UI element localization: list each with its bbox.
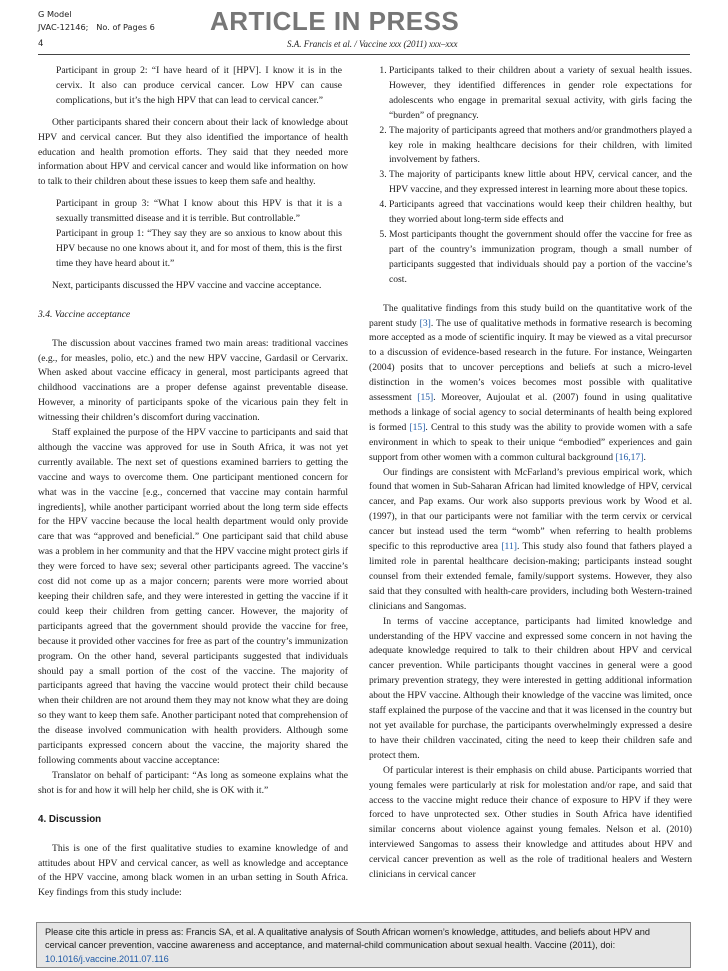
paragraph: Next, participants discussed the HPV vaccine and vaccine acceptance.: [52, 279, 322, 291]
key-findings-list: [369, 64, 692, 288]
quote-group3: Participant in group 3: “What I know about this HPV is that it is a sexually transmitted disease and it is terrible. But controllable.”: [56, 198, 342, 225]
citation-link[interactable]: [3]: [419, 317, 431, 329]
list-item: 2. The majority of participants agreed that mothers and/or grandmothers played a key role in making healthcare decisions for their children, with limited involvement by fathers.: [389, 124, 692, 169]
paragraph: [369, 302, 692, 466]
ref-id: JVAC-12146;: [38, 22, 89, 32]
paragraph: In terms of vaccine acceptance, participants had limited knowledge and understanding of the HPV vaccine and expressed some concern in not having the adequate knowledge required to talk to their children about HPV and cervical cancer prevention. While participants thought vaccines in general were a good primary prevention strategy, they were interested in getting additional information about the HPV vaccine. Although their knowledge of the vaccine was limited, once staff explained the purpose of the vaccine and that it was licensed in the country but not yet available for purchase, the participants overwhelmingly expressed a desire to have their children vaccinated, citing the need to keep their children safe and protect them.: [369, 615, 692, 761]
citation-link[interactable]: [15]: [417, 392, 434, 404]
citation-link[interactable]: [15]: [409, 421, 426, 433]
page-number: 4: [38, 39, 44, 49]
paragraph: The discussion about vaccines framed two main areas: traditional vaccines (e.g., for measles, polio, etc.) and the new HPV vaccine, Gardasil or Cervarix. When asked about vaccine efficacy in general, most participants agreed that childhood vaccinations are a proper defense against preventable disease. However, a minority of participants spoke of the vicarious pain they felt in witnessing their children’s discomfort during vaccination.: [38, 337, 348, 424]
citation-link[interactable]: [16,17]: [615, 451, 644, 463]
page-count: No. of Pages 6: [96, 22, 155, 32]
quote-group2: Participant in group 2: “I have heard of it [HPV]. I know it is in the cervix. It also can produce cervical cancer. Low HPV can cause complications, but it’s the high HPV that can lead to cervical cancer.”: [56, 65, 342, 106]
doi-prefix: doi:: [600, 940, 616, 951]
section-heading-3-4: 3.4. Vaccine acceptance: [38, 308, 131, 320]
section-heading-4: 4. Discussion: [38, 813, 102, 825]
page-header: [0, 0, 728, 52]
header-rule: [38, 54, 690, 55]
paragraph: [369, 466, 692, 615]
right-column: [369, 64, 692, 883]
text-run: . The use of qualitative methods in formative research is becoming more accepted as a mode of scientific inquiry. It may be viewed as a vital precursor to a discussion of evidence-based research in the future. For instance, Weingarten (2004) posits that to uncover perceptions and beliefs at such a micro-level distinction in the women’s voices becomes most possible with qualitative assessment: [369, 317, 692, 404]
header-meta: [38, 8, 155, 34]
quote-group1: Participant in group 1: “They say they are so anxious to know about this HPV because no one knows about it, and for most of them, this is the first time they have heard about it.”: [56, 228, 342, 269]
model-label: G Model: [38, 9, 72, 19]
list-item: 3. The majority of participants knew little about HPV, cervical cancer, and the HPV vaccine, and they expressed interest in learning more about these topics.: [389, 168, 692, 198]
doi-link[interactable]: 10.1016/j.vaccine.2011.07.116: [45, 953, 169, 964]
text-run: Our findings are consistent with McFarland’s previous empirical work, which found that women in Sub-Saharan African had limited knowledge of HPV, cervical cancer, and Pap exams. Our work also supports previous work by Wood et al. (1997), in that our participants were not familiar with the term cervix or cervical cancer but instead used the term “womb” when referring to health problems specific to this reproductive area: [369, 466, 692, 553]
list-item: 1. Participants talked to their children about a variety of sexual health issues. However, they identified differences in gender role expectations for adolescents who engage in premarital sexual activity, with girls facing the “burden” of pregnancy.: [389, 64, 692, 124]
text-run: The qualitative findings from this study build on the quantitative work of the parent study: [369, 302, 692, 329]
paragraph: Other participants shared their concern about their lack of knowledge about HPV and cervical cancer. But they also identified the importance of health education and health promotion efforts. They said that they needed more information about HPV and cervical cancer and would like information on how to talk to their children about these issues to keep them safe and healthy.: [38, 116, 348, 188]
citation-box: [36, 922, 691, 968]
list-item: 5. Most participants thought the government should offer the vaccine for free as part of the country’s immunization program, though a small number of participants suggested that individuals should pay a portion of the vaccine’s cost.: [389, 228, 692, 288]
citation-text: Please cite this article in press as: Francis SA, et al. A qualitative analysis of South African women’s knowledge, attitudes, and beliefs about HPV and cervical cancer prevention, vaccine awareness and acceptance, and maternal-child communication about sexual health. Vaccine (2011),: [45, 927, 651, 951]
citation-link[interactable]: [11]: [501, 541, 517, 553]
manuscript-ref: [38, 21, 155, 34]
text-run: .: [643, 451, 646, 463]
paragraph: Staff explained the purpose of the HPV vaccine to participants and said that although the vaccine was approved for use in South Africa, it was not yet currently available. The next set of questions examined barriers to getting the vaccine and ways to overcome them. One participant mentioned concern for what was in the vaccine [e.g., concerned that vaccine may contain harmful ingredients], while another participant worried about the long term side effects for the HPV vaccine because the local health department would only provide care that was “approved and beneficial.” One participant said that child abuse was a problem in her community and that the HPV vaccine might protect girls if they were forced to have sex; several other participants agreed. The vaccine’s cost did not come up as a major concern; parents were more worried about keeping their children safe, and they were interested in getting the vaccine if it could keep their children from getting cancer. However, the majority of participants agreed that the government should provide the vaccine for free, because it provided other vaccines for free as part of the country’s immunization program. On the other hand, several participants suggested that individuals should pay a small portion of the cost of the vaccine. The majority of participants agreed that having the vaccine would protect their child because when their children are not around them they may not know what they are doing so they want to keep them safe. Another participant noted that comprehension of the disease involved communication with health providers. Although some participants expressed concern about the vaccine, the majority shared the following comments about vaccine acceptance:: [38, 427, 348, 766]
left-column: [38, 64, 348, 901]
paragraph: This is one of the first qualitative studies to examine knowledge of and attitudes about HPV and cervical cancer, as well as knowledge and acceptance of the HPV vaccine, among black women in an urban setting in South Africa. Key findings from this study include:: [38, 842, 348, 899]
list-item: 4. Participants agreed that vaccinations would keep their children healthy, but they worried about long-term side effects and: [389, 198, 692, 228]
paragraph: Of particular interest is their emphasis on child abuse. Participants worried that young females were particularly at risk for molestation and/or rape, and said that access to the vaccine might reduce their chance of exposure to HPV if they were forced to have unprotected sex. Other studies in South Africa have identified similar concerns about violence against young females. Nelson et al. (2010) interviewed Sangomas to assess their knowledge and attitudes about HPV and cervical cancer prevention as well as the role of traditional healers and Western clinicians in cervical cancer: [369, 764, 692, 881]
article-in-press-banner: ARTICLE IN PRESS: [210, 6, 460, 36]
running-head: S.A. Francis et al. / Vaccine xxx (2011) xxx–xxx: [287, 39, 458, 49]
paragraph: Translator on behalf of participant: “As long as someone explains what the shot is for and how it will help her child, she is OK with it.”: [38, 769, 348, 796]
text-run: . Moreover, Aujoulat et al. (2007) found in using qualitative methods a linkage of social agency to social determinants of health being explored is formed: [369, 392, 692, 433]
text-run: . Central to this study was the ability to provide women with a safe environment in which to speak to their unique “embodied” experiences and gain support from other women with a common cultural background: [369, 421, 692, 463]
text-run: . This study also found that fathers played a limited role in parental healthcare decision-making; participants instead sought counsel from their extended female, family/support systems. However, they also said that they consulted with health-care providers, including both Western-trained clinicians and Sangomas.: [369, 541, 692, 612]
